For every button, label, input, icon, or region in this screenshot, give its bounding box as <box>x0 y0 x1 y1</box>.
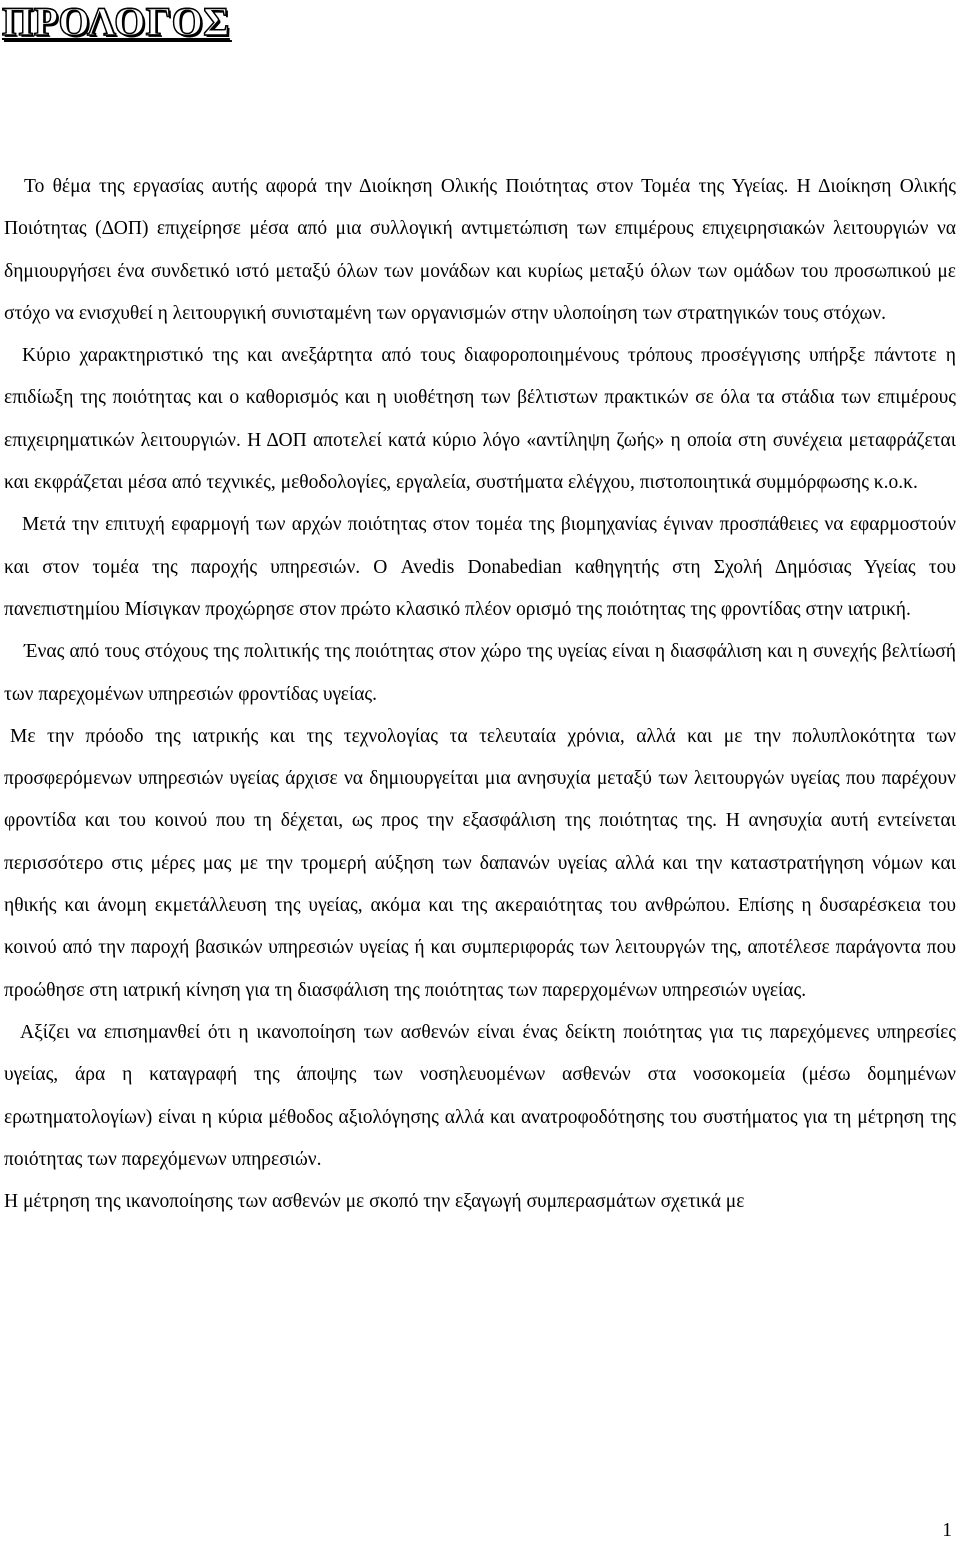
paragraph-quality-policy: Ένας από τους στόχους της πολιτικής της ποιότητας στον χώρο της υγείας είναι η διασφάλιση και η συνεχής βελτίωσή των παρεχομένων υπηρεσιών φροντίδας υγείας. <box>4 641 956 705</box>
paragraph-intro: Το θέμα της εργασίας αυτής αφορά την Διοίκηση Ολικής Ποιότητας στον Τομέα της Υγείας. Η Διοίκηση Ολικής Ποιότητας (ΔΟΠ) επιχείρησε μέσα από μια συλλογική αντιμετώπιση των επιμέρους επιχειρησιακών λειτουργιών να δημιουργήσει ένα συνδετικό ιστό μεταξύ όλων των μονάδων και κυρίως μεταξύ όλων των ομάδων του προσωπικού με στόχο να ενισχυθεί η λειτουργική συνισταμένη των οργανισμών στην υλοποίηση των στρατηγικών τους στόχων. <box>4 176 956 324</box>
document-body <box>4 166 956 1223</box>
page-number: 1 <box>942 1520 952 1541</box>
paragraph-patient-satisfaction: Αξίζει να επισημανθεί ότι η ικανοποίηση των ασθενών είναι ένας δείκτη ποιότητας για τις παρεχόμενες υπηρεσίες υγείας, άρα η καταγραφή της άποψης των νοσηλευομένων ασθενών στα νοσοκομεία (μέσω δομημένων ερωτηματολογίων) είναι η κύρια μέθοδος αξιολόγησης αλλά και ανατροφοδότησης του συστήματος για τη μέτρηση της ποιότητας των παρεχόμενων υπηρεσιών. <box>4 1021 956 1170</box>
paragraph-progress-concern: Με την πρόοδο της ιατρικής και της τεχνολογίας τα τελευταία χρόνια, αλλά και με την πολυπλοκότητα των προσφερόμενων υπηρεσιών υγείας άρχισε να δημιουργείται μια ανησυχία μεταξύ των λειτουργών υγείας που παρέχουν φροντίδα και του κοινού που τη δέχεται, ως προς την εξασφάλιση της ποιότητας της. Η ανησυχία αυτή εντείνεται περισσότερο στις μέρες μας με την τρομερή αύξηση των δαπανών υγείας αλλά και την καταστρατήγηση νόμων και ηθικής και άνομη εκμετάλλευση της υγείας, ακόμα και της ακεραιότητας του ανθρώπου. Επίσης η δυσαρέσκεια του κοινού από την παροχή βασικών υπηρεσιών υγείας ή και συμπεριφοράς των λειτουργών της, αποτέλεσε παράγοντα που προώθησε στη ιατρική κίνηση για τη διασφάλιση της ποιότητας των παρερχομένων υπηρεσιών υγείας. <box>4 725 956 1001</box>
paragraph-measurement: Η μέτρηση της ικανοποίησης των ασθενών με σκοπό την εξαγωγή συμπερασμάτων σχετικά με <box>4 1191 745 1213</box>
paragraph-donabedian: Μετά την επιτυχή εφαρμογή των αρχών ποιότητας στον τομέα της βιομηχανίας έγιναν προσπάθειες να εφαρμοστούν και στον τομέα της παροχής υπηρεσιών. Ο Avedis Donabedian καθηγητής στη Σχολή Δημόσιας Υγείας του πανεπιστημίου Μίσιγκαν προχώρησε στον πρώτο κλασικό πλέον ορισμό της ποιότητας της φροντίδας στην ιατρική. <box>4 514 956 620</box>
page-title: ΠΡΟΛΟΓΟΣ <box>2 0 230 44</box>
paragraph-characteristic: Κύριο χαρακτηριστικό της και ανεξάρτητα από τους διαφοροποιημένους τρόπους προσέγγισης υπήρξε πάντοτε η επιδίωξη της ποιότητας και ο καθορισμός και η υιοθέτηση των βέλτιστων πρακτικών σε όλα τα στάδια των επιμέρους επιχειρηματικών λειτουργιών. Η ΔΟΠ αποτελεί κατά κύριο λόγο «αντίληψη ζωής» η οποία στη συνέχεια μεταφράζεται και εκφράζεται μέσα από τεχνικές, μεθοδολογίες, εργαλεία, συστήματα ελέγχου, πιστοποιητικά συμμόρφωσης κ.ο.κ. <box>4 345 956 494</box>
